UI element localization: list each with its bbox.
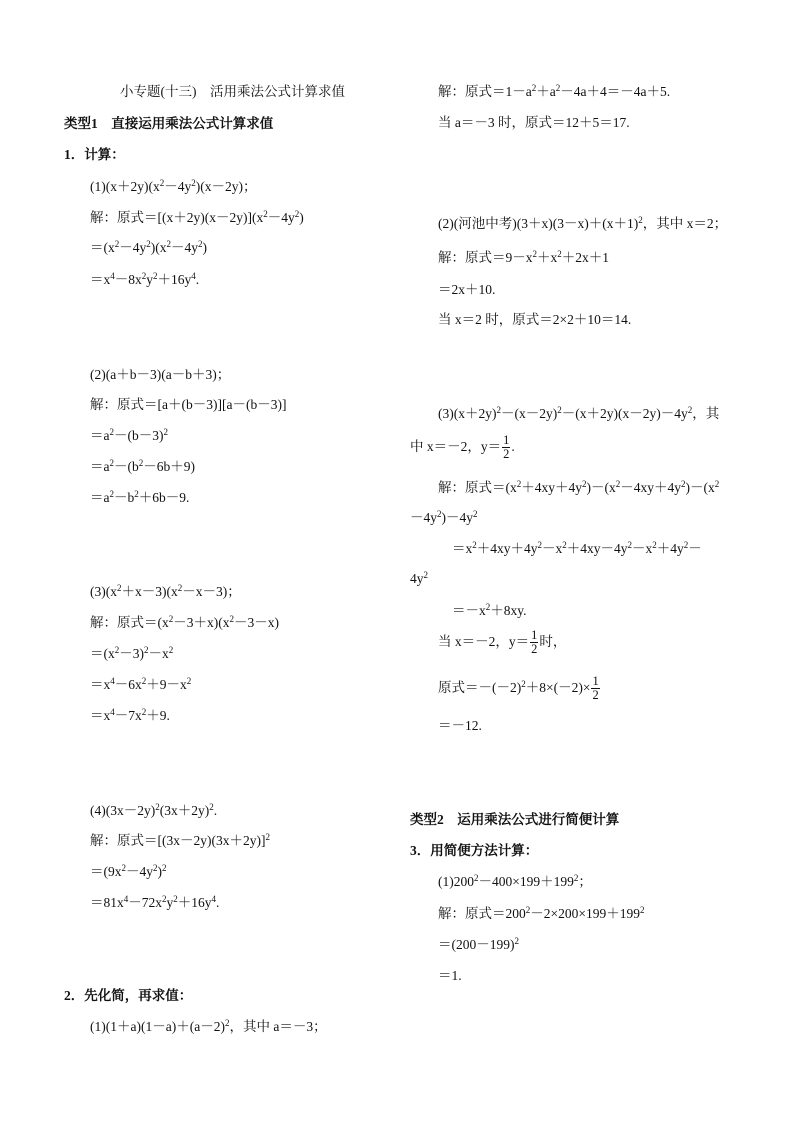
exponent: 2 bbox=[138, 458, 144, 468]
q2-2-solution-line-1: 解：原式$=9-x^2+x^2+2x+1$ bbox=[438, 249, 609, 265]
fraction-one-half bbox=[502, 434, 510, 461]
exponent: 4 bbox=[191, 271, 196, 281]
q1-4-solution-line-2: $=(9x^2-4y^2)^2$ bbox=[90, 863, 167, 879]
fraction-numerator: 1 bbox=[503, 433, 510, 448]
q2-3-when-text: 当 x＝－2，y＝ bbox=[438, 634, 530, 649]
q2-3-solution-line-2a: $=x^2+4xy+4y^2-x^2+4xy-4y^2-x^2+4y^2-$ bbox=[452, 540, 702, 556]
q2-3-problem-text: 中 x＝－2，y＝ bbox=[410, 439, 502, 454]
question-3-label: 3．用简便方法计算： bbox=[410, 843, 539, 858]
q3-1-solution-line-3: ＝1. bbox=[438, 968, 462, 983]
exponent: 2 bbox=[496, 405, 501, 415]
q2-3-substitution: 原式$=-(-2)^2+8\times(-2)\times$ bbox=[438, 679, 591, 695]
exponent: 2 bbox=[531, 83, 537, 93]
q1-2-solution-line-4: $=a^2-b^2+6b-9$. bbox=[90, 489, 190, 505]
exponent: 2 bbox=[153, 271, 158, 281]
exponent: 2 bbox=[473, 509, 478, 519]
exponent: 2 bbox=[166, 239, 171, 249]
exponent: 2 bbox=[109, 427, 114, 437]
exponent: 2 bbox=[263, 209, 268, 219]
fraction-one-half bbox=[591, 675, 599, 702]
q2-2-solution-line-3: 当 x＝2 时，原式＝2×2＋10＝14. bbox=[438, 312, 632, 327]
exponent: 2 bbox=[114, 239, 120, 249]
q1-1-solution-line-3: $=x^4-8x^2y^2+16y^4$. bbox=[90, 271, 200, 287]
exponent: 2 bbox=[525, 905, 531, 915]
exponent: 4 bbox=[110, 676, 115, 686]
q1-4-solution-line-3: $=81x^4-72x^2y^2+16y^4$. bbox=[90, 894, 220, 910]
q2-3-when-suffix: 时， bbox=[539, 634, 567, 649]
exponent: 2 bbox=[582, 479, 587, 489]
exponent: 2 bbox=[146, 239, 151, 249]
exponent: 2 bbox=[109, 458, 114, 468]
q1-2-solution-line-3: $=a^2-(b^2-6b+9)$ bbox=[90, 458, 195, 474]
exponent: 2 bbox=[121, 863, 126, 873]
q1-2-solution-line-2: $=a^2-(b-3)^2$ bbox=[90, 427, 168, 443]
q3-1-solution-line-2: $=(200-199)^2$ bbox=[438, 936, 519, 952]
exponent: 2 bbox=[134, 489, 139, 499]
exponent: 2 bbox=[141, 271, 147, 281]
exponent: 2 bbox=[472, 540, 477, 550]
q1-4-problem: $(4)(3x-2y)^2(3x+2y)^2$. bbox=[90, 802, 218, 818]
exponent: 2 bbox=[177, 583, 183, 593]
exponent: 2 bbox=[109, 489, 114, 499]
exponent: 2 bbox=[557, 249, 562, 259]
exponent: 2 bbox=[681, 479, 686, 489]
exponent: 2 bbox=[714, 479, 720, 489]
fraction-one-half bbox=[530, 629, 538, 656]
exponent: 2 bbox=[173, 894, 178, 904]
exponent: 2 bbox=[638, 215, 643, 225]
q2-3-problem-line-1: $(3)(x+2y)^2-(x-2y)^2-(x+2y)(x-2y)-4y^2$，其 bbox=[438, 405, 720, 421]
q1-3-solution-line-2: $=(x^2-3)^2-x^2$ bbox=[90, 645, 174, 661]
q1-3-solution-line-3: $=x^4-6x^2+9-x^2$ bbox=[90, 676, 192, 692]
exponent: 2 bbox=[229, 614, 234, 624]
q2-2-problem: (2)(河池中考)$(3+x)(3-x)+(x+1)^2$，其中 x＝2； bbox=[438, 215, 728, 231]
exponent: 2 bbox=[168, 614, 174, 624]
exponent: 2 bbox=[555, 83, 561, 93]
q1-1-solution-line-1: 解：原式$=[(x+2y)(x-2y)](x^2-4y^2)$ bbox=[90, 209, 304, 225]
fraction-denominator: 2 bbox=[592, 688, 599, 703]
fraction-denominator: 2 bbox=[531, 642, 538, 657]
q2-3-solution-line-3: $=-x^2+8xy$. bbox=[452, 602, 527, 618]
exponent: 2 bbox=[437, 509, 442, 519]
exponent: 2 bbox=[516, 479, 522, 489]
q2-1-solution-line-2: 当 a＝－3 时，原式＝12＋5＝17. bbox=[438, 115, 630, 130]
q2-3-problem-period: . bbox=[511, 439, 515, 454]
q1-2-problem: (2)(a＋b－3)(a－b＋3)； bbox=[90, 367, 231, 382]
exponent: 2 bbox=[573, 873, 579, 883]
q1-3-problem: $(3)(x^2+x-3)(x^2-x-3)$； bbox=[90, 583, 241, 599]
exponent: 2 bbox=[687, 405, 693, 415]
exponent: 2 bbox=[474, 873, 479, 883]
type1-heading: 类型1 直接运用乘法公式计算求值 bbox=[64, 116, 274, 131]
exponent: 2 bbox=[627, 540, 632, 550]
q2-1-solution-line-1: 解：原式$=1-a^2+a^2-4a+4=-4a+5$. bbox=[438, 83, 671, 99]
exponent: 2 bbox=[639, 905, 645, 915]
fraction-numerator: 1 bbox=[531, 628, 538, 643]
q2-3-solution-line-2b: $4y^2$ bbox=[410, 570, 428, 586]
exponent: 2 bbox=[423, 570, 428, 580]
exponent: 2 bbox=[162, 863, 167, 873]
q1-3-solution-line-1: 解：原式$=(x^2-3+x)(x^2-3-x)$ bbox=[90, 614, 279, 630]
q3-1-problem: $(1)200^2-400\times 199+199^2$； bbox=[438, 873, 592, 889]
question-1-label: 1．计算： bbox=[64, 147, 125, 162]
q2-1-problem: $(1)(1+a)(1-a)+(a-2)^2$，其中 a＝－3； bbox=[90, 1018, 327, 1034]
exponent: 2 bbox=[198, 239, 203, 249]
exponent: 2 bbox=[537, 540, 542, 550]
exponent: 2 bbox=[521, 679, 526, 689]
exponent: 4 bbox=[110, 271, 115, 281]
q3-1-solution-line-1: 解：原式$=200^2-2\times 200\times 199+199^2$ bbox=[438, 905, 645, 921]
exponent: 2 bbox=[114, 645, 120, 655]
exponent: 2 bbox=[514, 936, 519, 946]
exponent: 2 bbox=[683, 540, 689, 550]
exponent: 2 bbox=[141, 707, 147, 717]
q1-4-solution-line-1: 解：原式$=[(3x-2y)(3x+2y)]^2$ bbox=[90, 832, 270, 848]
exponent: 2 bbox=[168, 645, 174, 655]
q1-3-solution-line-4: $=x^4-7x^2+9$. bbox=[90, 707, 170, 723]
exponent: 2 bbox=[153, 863, 158, 873]
exponent: 2 bbox=[144, 645, 149, 655]
q1-1-solution-line-2: $=(x^2-4y^2)(x^2-4y^2)$ bbox=[90, 239, 207, 255]
exponent: 2 bbox=[562, 540, 567, 550]
exponent: 2 bbox=[141, 676, 147, 686]
exponent: 2 bbox=[652, 540, 657, 550]
question-2-label: 2．先化简，再求值： bbox=[64, 988, 193, 1003]
exponent: 2 bbox=[117, 583, 122, 593]
exponent: 4 bbox=[123, 894, 129, 904]
exponent: 2 bbox=[191, 178, 196, 188]
page-title: 小专题(十三) 活用乘法公式计算求值 bbox=[120, 84, 345, 99]
exponent: 2 bbox=[162, 894, 167, 904]
q2-3-problem-line-2 bbox=[410, 433, 515, 461]
q1-1-problem: $(1)(x+2y)(x^2-4y^2)(x-2y)$； bbox=[90, 178, 257, 194]
exponent: 2 bbox=[186, 676, 192, 686]
exponent: 2 bbox=[209, 802, 214, 812]
exponent: 4 bbox=[211, 894, 216, 904]
q1-2-solution-line-1: 解：原式＝[a＋(b－3)][a－(b－3)] bbox=[90, 397, 287, 412]
type2-heading: 类型2 运用乘法公式进行简便计算 bbox=[410, 812, 620, 827]
q2-2-solution-line-2: ＝2x＋10. bbox=[438, 282, 496, 297]
exponent: 2 bbox=[265, 832, 270, 842]
exponent: 2 bbox=[155, 802, 160, 812]
fraction-denominator: 2 bbox=[503, 447, 510, 462]
q2-3-solution-line-4 bbox=[438, 628, 566, 656]
q2-3-solution-line-5 bbox=[438, 674, 601, 702]
exponent: 2 bbox=[294, 209, 300, 219]
exponent: 2 bbox=[615, 479, 621, 489]
exponent: 2 bbox=[159, 178, 165, 188]
exponent: 2 bbox=[532, 249, 537, 259]
q2-3-solution-line-1b: $-4y^2)-4y^2$ bbox=[410, 509, 478, 525]
exponent: 2 bbox=[224, 1018, 230, 1028]
q2-3-solution-line-1a: 解：原式$=(x^2+4xy+4y^2)-(x^2-4xy+4y^2)-(x^2$ bbox=[438, 479, 720, 495]
exponent: 4 bbox=[110, 707, 115, 717]
fraction-numerator: 1 bbox=[592, 674, 599, 689]
exponent: 2 bbox=[485, 602, 491, 612]
q2-3-solution-line-6: ＝－12. bbox=[438, 718, 482, 733]
exponent: 2 bbox=[557, 405, 562, 415]
exponent: 2 bbox=[163, 427, 168, 437]
